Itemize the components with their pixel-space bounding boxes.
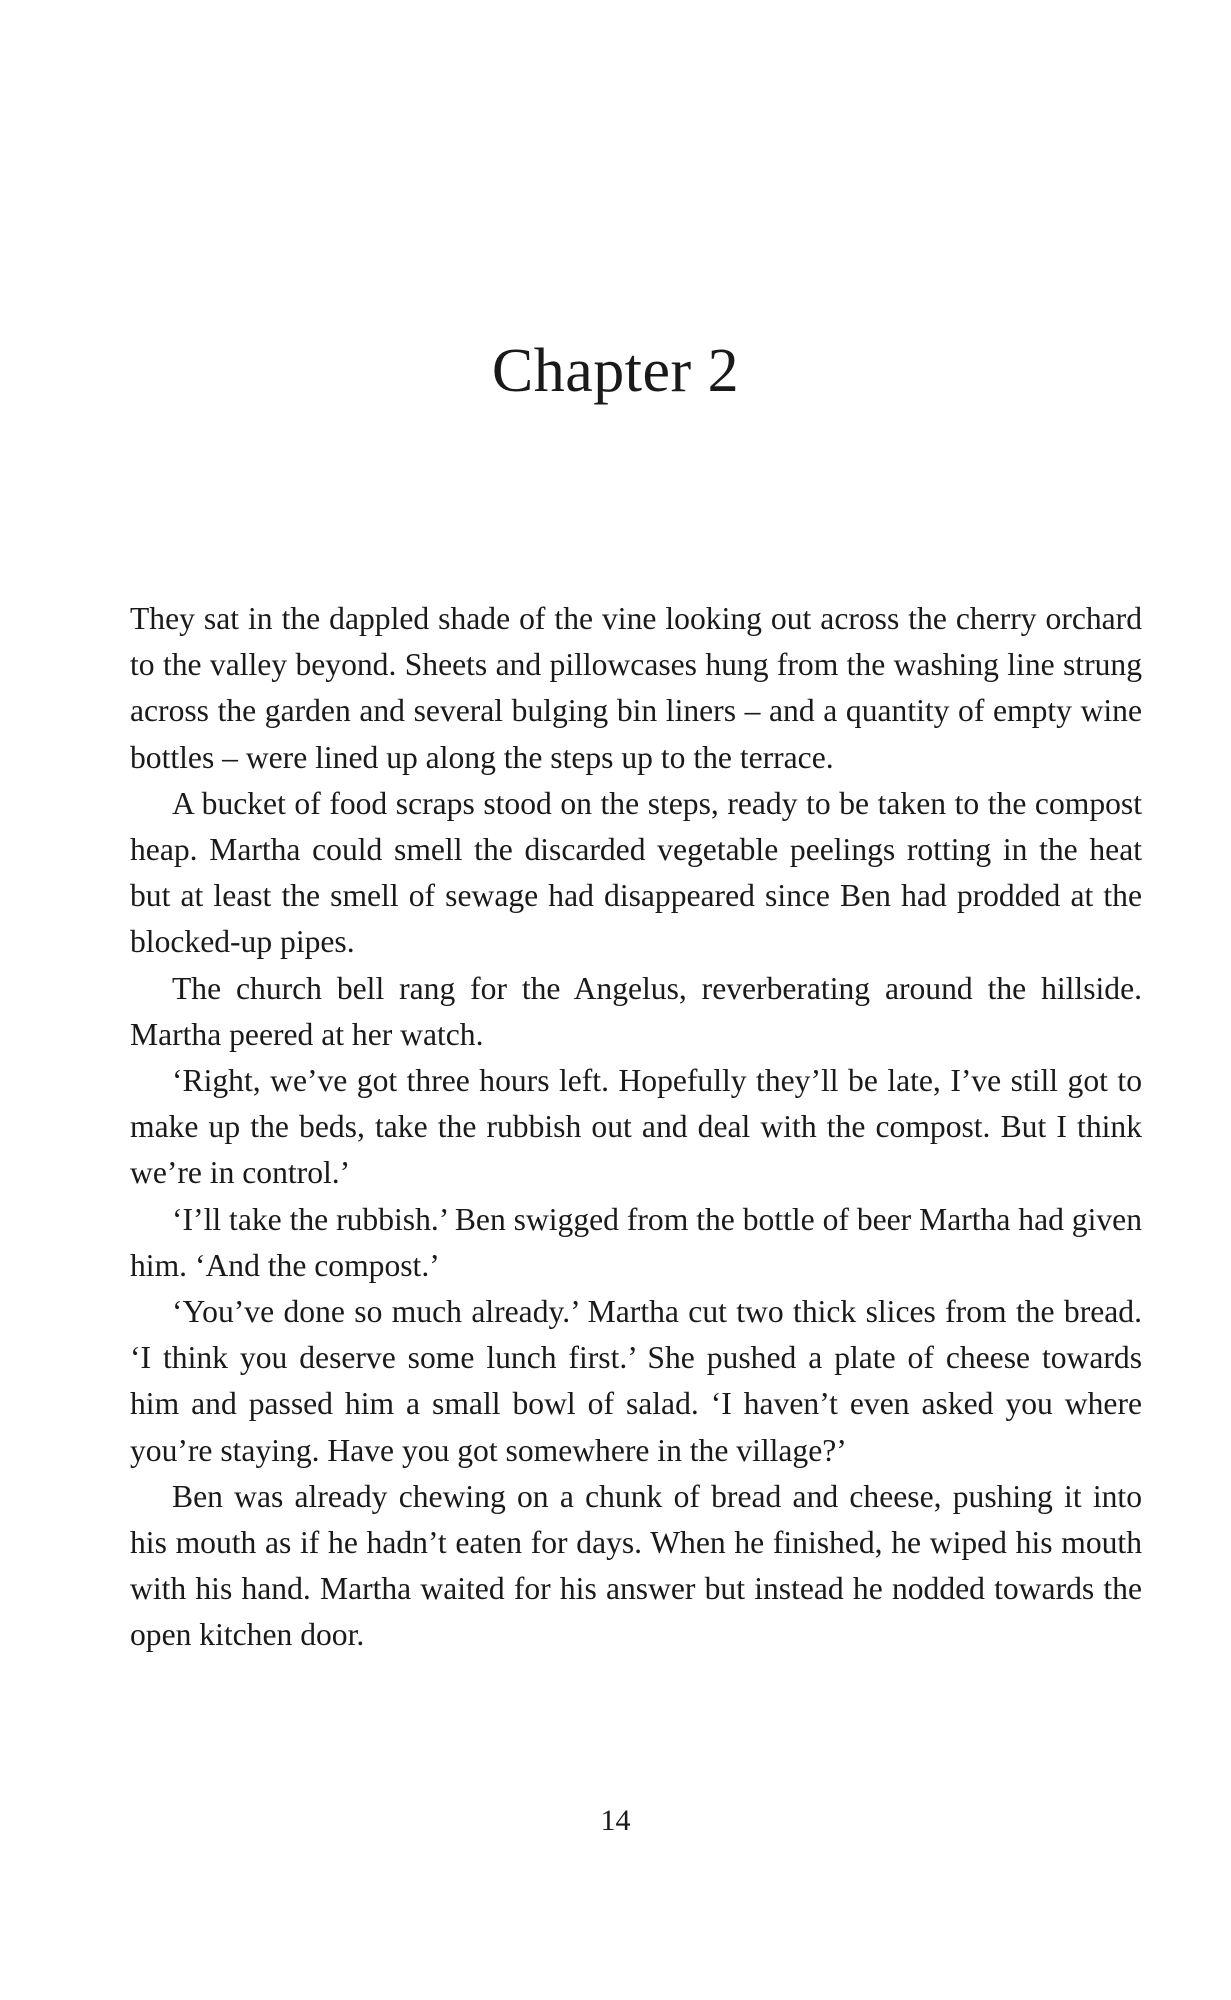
paragraph: They sat in the dappled shade of the vine looking out across the cherry orchard to the valley beyond. Sheets and pillowcases hung from the washing line strung across the garden and several bulging bin liners – and a quantity of empty wine bottles – were lined up along the steps up to the terrace. xyxy=(130,601,1142,775)
chapter-title: Chapter 2 xyxy=(491,337,740,405)
paragraph: ‘Right, we’ve got three hours left. Hopefully they’ll be late, I’ve still got to make up the beds, take the rubbish out and deal with the compost. But I think we’re in control.’ xyxy=(130,1063,1142,1191)
paragraph: A bucket of food scraps stood on the steps, ready to be taken to the compost heap. Martha could smell the discarded vegetable peelings rotting in the heat but at least the smell of sewage had disappeared since Ben had prodded at the blocked-up pipes. xyxy=(130,785,1142,960)
chapter-body xyxy=(130,596,1142,1659)
paragraph: The church bell rang for the Angelus, reverberating around the hillside. Martha peered at her watch. xyxy=(130,970,1142,1052)
page-number: 14 xyxy=(600,1804,631,1837)
paragraph: Ben was already chewing on a chunk of bread and cheese, pushing it into his mouth as if he hadn’t eaten for days. When he finished, he wiped his mouth with his hand. Martha waited for his answer but instead he nodded towards the open kitchen door. xyxy=(130,1478,1142,1653)
paragraph: ‘You’ve done so much already.’ Martha cut two thick slices from the bread. ‘I think you deserve some lunch first.’ She pushed a plate of cheese towards him and passed him a small bowl of salad. ‘I haven’t even asked you where you’re staying. Have you got somewhere in the village?’ xyxy=(130,1294,1142,1468)
paragraph: ‘I’ll take the rubbish.’ Ben swigged from the bottle of beer Martha had given him. ‘And the compost.’ xyxy=(130,1201,1142,1283)
